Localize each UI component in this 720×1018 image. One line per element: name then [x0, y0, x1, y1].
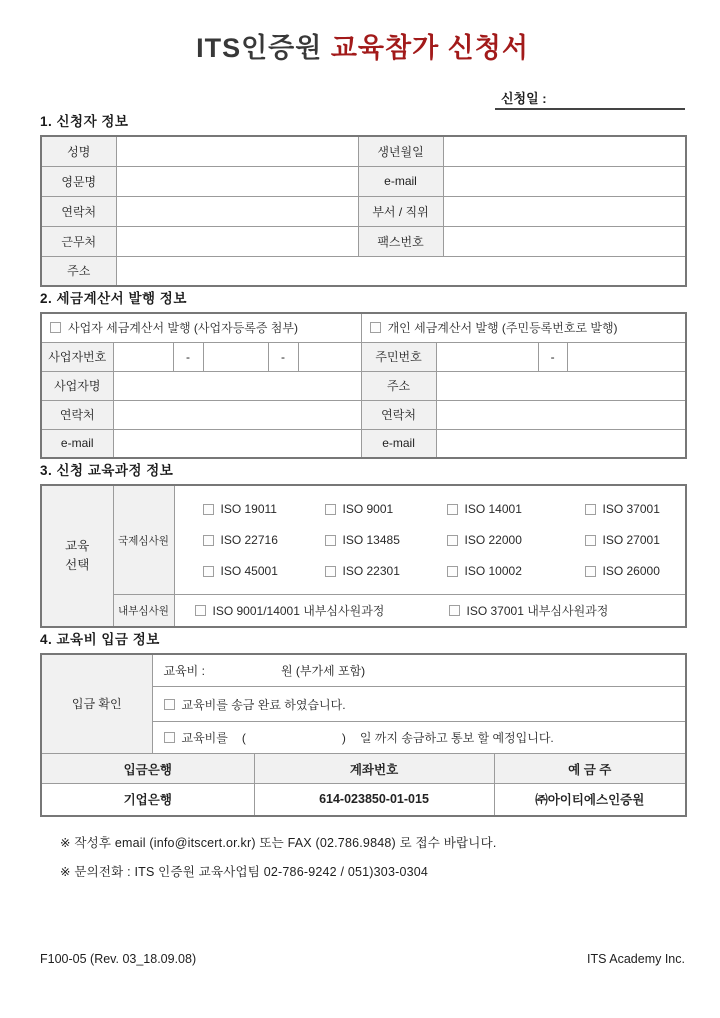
- english-name-label: 영문명: [41, 166, 116, 196]
- business-name-label: 사업자명: [41, 371, 113, 400]
- page-footer: [40, 952, 685, 966]
- fax-label: 팩스번호: [358, 226, 443, 256]
- name-input-cell[interactable]: [116, 136, 358, 166]
- section-4-heading: 4. 교육비 입금 정보: [40, 631, 160, 647]
- address-label: 주소: [41, 256, 116, 286]
- course-select-label-line2: 선택: [65, 557, 90, 572]
- invoice-address-input-cell[interactable]: [436, 371, 686, 400]
- iso-14001-option[interactable]: [447, 502, 585, 516]
- international-auditor-label: 국제심사원: [113, 485, 174, 595]
- personal-invoice-option-label: 개인 세금계산서 발행 (주민등록번호로 발행): [387, 321, 618, 336]
- application-date-row: [40, 84, 685, 110]
- email-input-cell[interactable]: [443, 166, 686, 196]
- checkbox-icon[interactable]: [164, 699, 175, 710]
- table-row: [41, 196, 686, 226]
- workplace-label: 근무처: [41, 226, 116, 256]
- iso-option-label: ISO 19011: [220, 502, 277, 516]
- payment-info-table: [40, 653, 687, 817]
- resident-number-part2-cell[interactable]: [567, 342, 686, 371]
- checkbox-icon[interactable]: [447, 535, 458, 546]
- business-invoice-option-label: 사업자 세금계산서 발행 (사업자등록증 첨부): [68, 321, 298, 336]
- checkbox-icon[interactable]: [447, 504, 458, 515]
- payment-scheduled-pre-label: 교육비를: [181, 731, 228, 745]
- applicant-info-table: [40, 135, 687, 287]
- table-row: [41, 485, 686, 595]
- department-position-label: 부서 / 직위: [358, 196, 443, 226]
- payment-scheduled-post-label: 일 까지 송금하고 통보 할 예정입니다.: [359, 731, 554, 745]
- english-name-input-cell[interactable]: [116, 166, 358, 196]
- internal-option-label: ISO 37001 내부심사원과정: [466, 603, 609, 618]
- resident-number-part1-cell[interactable]: [436, 342, 538, 371]
- page-title: [40, 30, 685, 66]
- application-date-label: 신청일 :: [501, 91, 547, 106]
- checkbox-icon[interactable]: [195, 605, 206, 616]
- workplace-input-cell[interactable]: [116, 226, 358, 256]
- business-contact-input-cell[interactable]: [113, 400, 361, 429]
- name-label: 성명: [41, 136, 116, 166]
- iso-9001-option[interactable]: [325, 502, 447, 516]
- resident-number-label: 주민번호: [361, 342, 436, 371]
- checkbox-icon[interactable]: [325, 535, 336, 546]
- personal-contact-label: 연락처: [361, 400, 436, 429]
- address-input-cell[interactable]: [116, 256, 686, 286]
- checkbox-icon[interactable]: [585, 566, 596, 577]
- business-number-part2-cell[interactable]: [203, 342, 268, 371]
- course-select-label: [41, 485, 113, 627]
- checkbox-icon[interactable]: [449, 605, 460, 616]
- table-row: [41, 784, 686, 816]
- checkbox-icon[interactable]: [203, 504, 214, 515]
- table-row: [41, 136, 686, 166]
- iso-option-label: ISO 45001: [220, 564, 278, 578]
- section-3-heading: 3. 신청 교육과정 정보: [40, 463, 174, 478]
- department-position-input-cell[interactable]: [443, 196, 686, 226]
- table-row: [41, 754, 686, 784]
- checkbox-icon[interactable]: [447, 566, 458, 577]
- checkbox-icon[interactable]: [203, 535, 214, 546]
- fee-suffix-label: 원 (부가세 포함): [280, 663, 366, 678]
- table-row: [41, 256, 686, 286]
- iso-option-label: ISO 27001: [602, 533, 660, 547]
- checkbox-icon[interactable]: [164, 732, 175, 743]
- business-number-label: 사업자번호: [41, 342, 113, 371]
- course-selection-table: [40, 484, 687, 628]
- invoice-address-label: 주소: [361, 371, 436, 400]
- account-number-value: 614-023850-01-015: [254, 784, 494, 816]
- checkbox-icon[interactable]: [50, 322, 61, 333]
- internal-option-label: ISO 9001/14001 내부심사원과정: [212, 603, 385, 618]
- internal-course-options: [174, 595, 686, 627]
- business-email-input-cell[interactable]: [113, 429, 361, 458]
- checkbox-icon[interactable]: [325, 504, 336, 515]
- dash-separator: -: [173, 342, 203, 371]
- iso-9001-14001-internal-option[interactable]: [195, 602, 449, 619]
- international-course-options: [174, 485, 686, 595]
- iso-option-label: ISO 37001: [602, 502, 660, 516]
- iso-option-label: ISO 22301: [342, 564, 400, 578]
- deposit-bank-header: 입금은행: [41, 754, 254, 784]
- birthdate-label: 생년월일: [358, 136, 443, 166]
- iso-22000-option[interactable]: [447, 533, 585, 547]
- iso-19011-option[interactable]: [203, 502, 325, 516]
- iso-26000-option[interactable]: [585, 564, 682, 578]
- page-title-emphasis: 교육참가 신청서: [330, 33, 529, 63]
- checkbox-icon[interactable]: [585, 535, 596, 546]
- personal-invoice-option[interactable]: [361, 313, 686, 342]
- contact-label: 연락처: [41, 196, 116, 226]
- payment-sent-option[interactable]: [152, 687, 686, 722]
- iso-37001-internal-option[interactable]: [449, 602, 609, 619]
- account-number-header: 계좌번호: [254, 754, 494, 784]
- section-1-heading: 1. 신청자 정보: [40, 114, 129, 129]
- table-row: [41, 166, 686, 196]
- checkbox-icon[interactable]: [585, 504, 596, 515]
- checkbox-icon[interactable]: [203, 566, 214, 577]
- iso-option-label: ISO 22000: [464, 533, 522, 547]
- iso-10002-option[interactable]: [447, 564, 585, 578]
- dash-separator: -: [538, 342, 567, 371]
- business-number-part1-cell[interactable]: [113, 342, 173, 371]
- company-name: ITS Academy Inc.: [587, 952, 685, 966]
- iso-option-label: ISO 26000: [602, 564, 660, 578]
- personal-email-label: e-mail: [361, 429, 436, 458]
- account-holder-header: 예 금 주: [494, 754, 686, 784]
- iso-22301-option[interactable]: [325, 564, 447, 578]
- payment-sent-option-label: 교육비를 송금 완료 하였습니다.: [181, 697, 346, 712]
- table-row: [41, 313, 686, 342]
- fee-amount-row[interactable]: [152, 654, 686, 687]
- contact-input-cell[interactable]: [116, 196, 358, 226]
- business-name-input-cell[interactable]: [113, 371, 361, 400]
- iso-option-label: ISO 22716: [220, 533, 278, 547]
- table-row: [41, 595, 686, 627]
- table-row: [41, 371, 686, 400]
- table-row: [41, 400, 686, 429]
- application-date-field[interactable]: [495, 84, 685, 110]
- dash-separator: -: [268, 342, 298, 371]
- iso-37001-option[interactable]: [585, 502, 682, 516]
- iso-option-label: ISO 13485: [342, 533, 400, 547]
- iso-22716-option[interactable]: [203, 533, 325, 547]
- iso-option-label: ISO 9001: [342, 502, 394, 516]
- table-row: [41, 654, 686, 687]
- business-number-part3-cell[interactable]: [298, 342, 361, 371]
- tax-invoice-table: [40, 312, 687, 459]
- business-contact-label: 연락처: [41, 400, 113, 429]
- table-row: [41, 429, 686, 458]
- iso-option-label: ISO 14001: [464, 502, 522, 516]
- paren-close: ): [341, 730, 346, 745]
- iso-27001-option[interactable]: [585, 533, 682, 547]
- course-select-label-line1: 교육: [65, 538, 90, 553]
- paren-open: (: [241, 730, 246, 745]
- payment-scheduled-option[interactable]: [152, 722, 686, 754]
- page-title-prefix: ITS인증원: [196, 33, 331, 63]
- submission-note: ※ 작성후 email (info@itscert.or.kr) 또는 FAX (02.786.9848) 로 접수 바랍니다.: [60, 835, 497, 850]
- inquiry-note: ※ 문의전화 : ITS 인증원 교육사업팀 02-786-9242 / 051)303-0304: [60, 864, 429, 879]
- personal-email-input-cell[interactable]: [436, 429, 686, 458]
- account-holder-value: ㈜아이티에스인증원: [494, 784, 686, 816]
- birthdate-input-cell[interactable]: [443, 136, 686, 166]
- fax-input-cell[interactable]: [443, 226, 686, 256]
- checkbox-icon[interactable]: [325, 566, 336, 577]
- email-label: e-mail: [358, 166, 443, 196]
- iso-13485-option[interactable]: [325, 533, 447, 547]
- footnotes: [40, 833, 685, 880]
- iso-45001-option[interactable]: [203, 564, 325, 578]
- checkbox-icon[interactable]: [370, 322, 381, 333]
- section-2-heading: 2. 세금계산서 발행 정보: [40, 291, 187, 306]
- form-code: F100-05 (Rev. 03_18.09.08): [40, 952, 197, 966]
- table-row: [41, 342, 686, 371]
- table-row: [41, 226, 686, 256]
- fee-label: 교육비 :: [163, 663, 205, 678]
- business-invoice-option[interactable]: [41, 313, 361, 342]
- iso-option-label: ISO 10002: [464, 564, 522, 578]
- business-email-label: e-mail: [41, 429, 113, 458]
- internal-auditor-label: 내부심사원: [113, 595, 174, 627]
- deposit-bank-value: 기업은행: [41, 784, 254, 816]
- personal-contact-input-cell[interactable]: [436, 400, 686, 429]
- deposit-confirm-label: 입금 확인: [41, 654, 152, 754]
